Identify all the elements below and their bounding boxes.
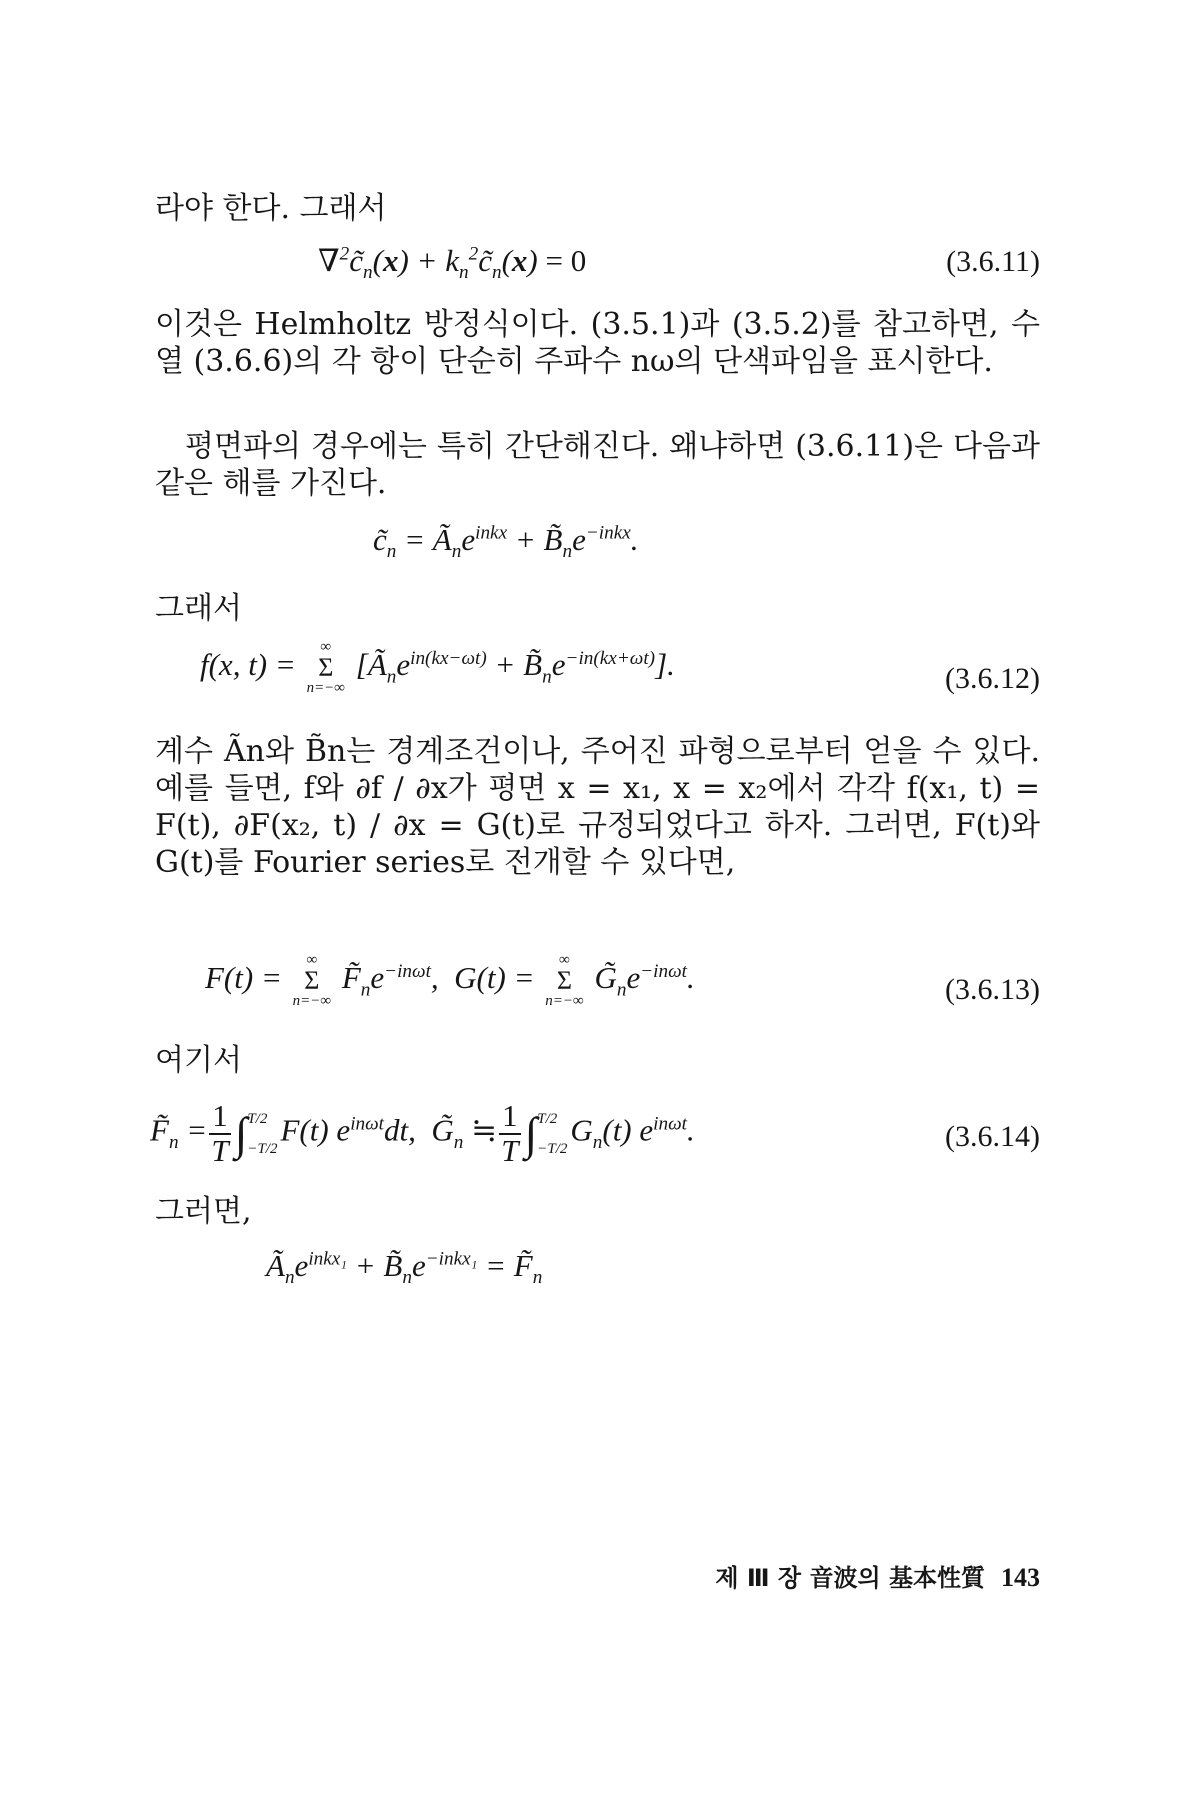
equation-number-3-6-12: (3.6.12)	[945, 662, 1040, 695]
paragraph-plane-wave: 평면파의 경우에는 특히 간단해진다. 왜냐하면 (3.6.11)은 다음과 같은 해를 가진다.	[155, 429, 1040, 501]
paragraph-helmholtz: 이것은 Helmholtz 방정식이다. (3.5.1)과 (3.5.2)를 참고하면, 수열 (3.6.6)의 각 항이 단순히 주파수 nω의 단색파임을 표시한다.	[155, 307, 1040, 379]
paragraph-therefore: 그래서	[155, 591, 242, 626]
equation-boundary-condition: $Ã_ne^{inkx_1}$ + $B̃_ne^{-inkx_1}$ = $F̃_n$	[266, 1248, 543, 1289]
equation-number-3-6-13: (3.6.13)	[945, 973, 1040, 1006]
page-number: 143	[1001, 1563, 1040, 1592]
equation-3-6-13: F(t) = ∞ Σ n=−∞ $F̃_ne^{-in\omega t}$, G(t) = ∞ Σ n=−∞ $G̃_ne^{-in\omega t}$.	[205, 952, 695, 1009]
equation-3-6-11: $\nabla^2c̃_n(x)$ + $k_n^2c̃_n(x) = 0$	[318, 243, 587, 284]
chapter-title: 제 Ⅲ 장 音波의 基本性質	[715, 1564, 985, 1592]
paragraph-where: 여기서	[155, 1043, 242, 1078]
paragraph-then: 그러면,	[155, 1194, 252, 1229]
page-footer	[715, 1558, 1040, 1593]
equation-3-6-12: f(x, t) = ∞ Σ n=−∞ [$Ã_ne^{in(kx-\omega t)}$ + $B̃_ne^{-in(kx+\omega t)}$].	[200, 639, 675, 696]
paragraph-intro: 라야 한다. 그래서	[155, 191, 387, 226]
equation-3-6-14: $F̃_n$ = $\frac{1}{T}$ ∫ T/2 −T/2 F(t) $e^{in\omega t}dt$, $G̃_n$ ≒ $\frac{1}{T}$ ∫ T/2 −T/2 $G_n(t)$ $e^{in\omega t}$.	[150, 1098, 695, 1168]
equation-number-3-6-11: (3.6.11)	[946, 245, 1040, 278]
equation-number-3-6-14: (3.6.14)	[945, 1120, 1040, 1153]
paragraph-coefficients: 계수 Ãn와 B̃n는 경계조건이나, 주어진 파형으로부터 얻을 수 있다. 예를 들면, f와 ∂f / ∂x가 평면 x = x₁, x = x₂에서 각각 f(x₁, t) = F(t), ∂F(x₂, t) / ∂x = G(t)로 규정되었다고 하자. 그러면, F(t)와 G(t)를 Fourier series로 전개할 수 있다면,	[155, 734, 1040, 880]
equation-plane-wave-solution: $c̃_n$ = $Ã_ne^{inkx}$ + $B̃_ne^{-inkx}$.	[373, 522, 639, 563]
